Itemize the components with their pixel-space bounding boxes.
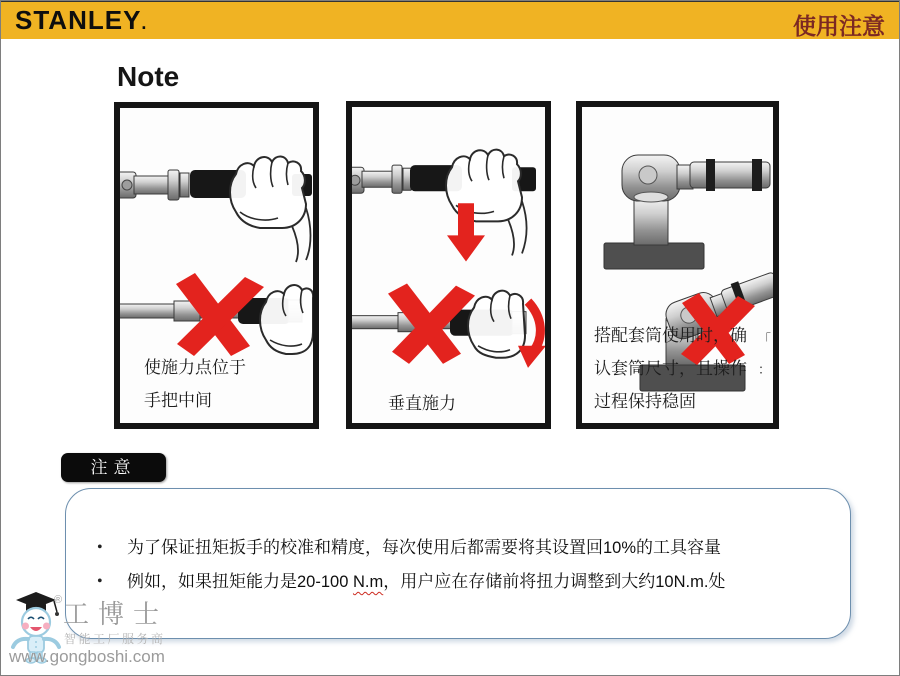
- page-title: 使用注意: [793, 14, 885, 39]
- caption-line: 过程保持稳固: [594, 392, 696, 411]
- watermark-url: www.gongboshi.com: [9, 647, 165, 666]
- panel-caption: [388, 387, 456, 420]
- bullet-segment: 处: [708, 572, 726, 591]
- panel-socket-usage: [576, 101, 779, 429]
- bullet-segment: N.m: [352, 573, 384, 591]
- edge-mark: ：: [757, 362, 771, 377]
- brand-mark: .: [141, 13, 148, 33]
- notice-badge: 注意: [61, 453, 166, 482]
- watermark-tagline: 智能工厂服务商: [64, 632, 166, 646]
- note-heading: Note: [117, 61, 180, 92]
- caption-line: 搭配套筒使用时，确: [594, 326, 747, 345]
- bullet-segment: 10N.m.: [655, 573, 709, 591]
- bullet-segment: ，用户应在存储前将扭力调整到大约: [383, 572, 656, 591]
- bullet-segment: 的工具容量: [636, 538, 722, 557]
- stanley-logo: [15, 5, 147, 36]
- edge-mark: 「: [757, 332, 771, 347]
- bullet-segment: 例如，如果扭矩能力是: [127, 572, 297, 591]
- notice-bullet: [97, 531, 725, 565]
- vertical-force-illustration: [352, 107, 545, 423]
- panel-vertical-force: [346, 101, 551, 429]
- brand-text: STANLEY: [15, 5, 142, 35]
- bullet-segment: 20-100: [297, 573, 353, 591]
- caption-line: 垂直施力: [388, 394, 456, 413]
- panel-grip-position: [114, 102, 319, 429]
- panel-caption: [594, 319, 747, 418]
- watermark: [7, 586, 237, 674]
- header-bar: [1, 1, 899, 39]
- bullet-segment: 10%: [603, 539, 637, 557]
- registered-mark: ®: [54, 594, 63, 606]
- caption-line: 认套筒尺寸，且操作: [594, 359, 747, 378]
- caption-line: 手把中间: [144, 391, 212, 410]
- bullet-segment: 为了保证扭矩扳手的校准和精度，每次使用后都需要将其设置回: [127, 538, 603, 557]
- panel-caption: [144, 351, 246, 417]
- caption-line: 使施力点位于: [144, 358, 246, 377]
- watermark-brand: 工博士: [63, 600, 169, 629]
